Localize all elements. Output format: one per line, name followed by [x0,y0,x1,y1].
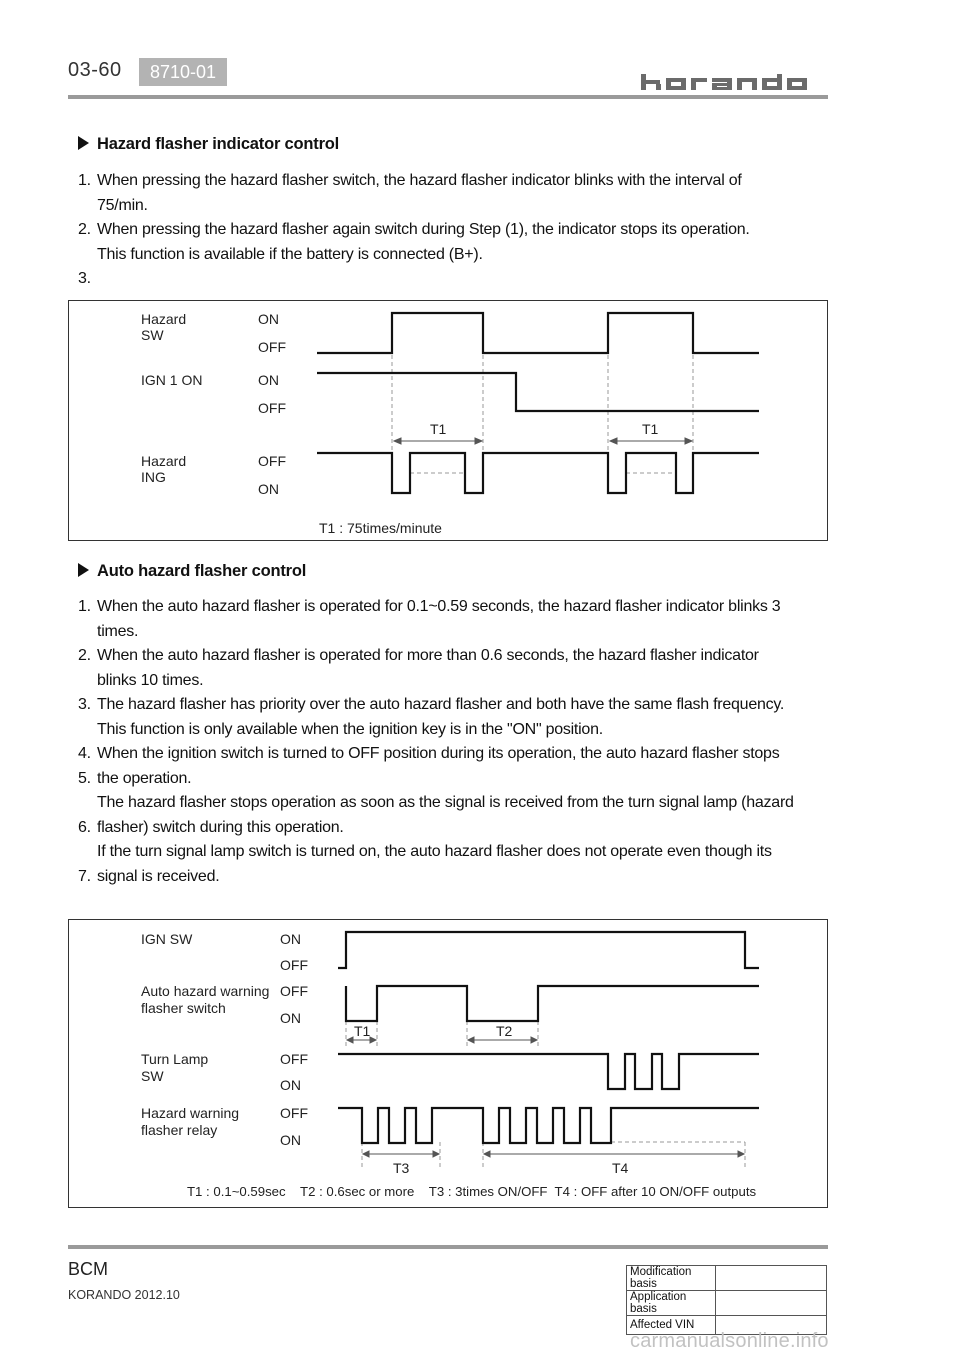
turn-lamp-sw-waveform [338,1054,759,1089]
section-heading-hazard-indicator [78,135,339,154]
state-label: OFF [280,1051,308,1067]
korando-logo [641,72,827,92]
signal-name: IGN SW [141,931,193,947]
state-label: ON [280,1132,301,1148]
list-number: 3. [78,696,91,713]
interval-label: T1 [430,421,447,437]
diagram-caption: T1 : 0.1~0.59sec T2 : 0.6sec or more T3 : 3times ON/OFF T4 : OFF after 10 ON/OFF outputs [187,1184,757,1199]
auto-hazard-switch-waveform [346,986,759,1021]
list-text: blinks 10 times. [97,671,204,689]
state-label: OFF [280,983,308,999]
list-number: 1. [78,172,91,189]
hazard-indicator-timing-diagram [68,300,828,541]
list-text: flasher) switch during this operation. [97,818,344,836]
footer-model: KORANDO 2012.10 [68,1288,180,1302]
list-text: When pressing the hazard flasher again switch during Step (1), the indicator stops its operation. [97,221,750,238]
list-number: 6. [78,818,91,836]
list-text: When pressing the hazard flasher switch, the hazard flasher indicator blinks with the interval of [97,172,742,189]
watermark: carmanualsonline.info [630,1330,829,1352]
ign-sw-waveform [338,932,759,968]
list-text: When the auto hazard flasher is operated for 0.1~0.59 seconds, the hazard flasher indicator blinks 3 [97,598,781,615]
state-label: ON [258,372,279,388]
list-number: 2. [78,221,91,238]
list-number: 2. [78,647,91,664]
waveforms [317,313,759,493]
interval-label: T2 [496,1023,513,1039]
interval-label: T3 [393,1160,410,1176]
state-label: ON [280,1010,301,1026]
interval-label: T1 [642,421,659,437]
section-title: Auto hazard flasher control [97,562,307,580]
section-heading-auto-hazard [78,562,306,581]
section-title: Hazard flasher indicator control [97,135,340,153]
hazard-relay-waveform [338,1108,759,1143]
triangle-bullet-icon [78,136,89,150]
signal-name: Hazard [141,311,187,327]
interval-arrows [394,438,692,444]
signal-name: IGN 1 ON [141,372,203,388]
footer-section-name: BCM [68,1259,108,1279]
table-value [716,1266,827,1291]
modification-table [626,1265,827,1335]
state-label: OFF [258,339,286,355]
table-label: Application basis [627,1291,716,1316]
list-text: the operation. [97,769,192,787]
signal-name: Hazard warning [141,1105,240,1121]
list-number: 4. [78,745,91,762]
list-text: The hazard flasher stops operation as soon as the signal is received from the turn signal lamp (hazard [97,794,794,811]
interval-label: T4 [612,1160,629,1176]
state-label: OFF [280,1105,308,1121]
reference-lines [392,313,693,491]
section-code-badge: 8710-01 [139,58,227,86]
table-value [716,1291,827,1316]
signal-name: Auto hazard warning [141,983,270,999]
list-text: This function is available if the battery is connected (B+). [97,245,483,263]
state-label: ON [258,311,279,327]
list-number: 1. [78,598,91,615]
list-text: If the turn signal lamp switch is turned on, the auto hazard flasher does not operate even though its [97,843,772,860]
list-text: 75/min. [97,196,148,214]
state-label: ON [280,931,301,947]
state-label: ON [258,481,279,497]
table-label: Modification basis [627,1266,716,1291]
list-number: 3. [78,270,91,287]
hazard-sw-waveform [317,313,759,353]
list-text: When the ignition switch is turned to OFF position during its operation, the auto hazard flasher stops [97,745,780,762]
footer-rule [68,1245,828,1249]
signal-name: ING [141,469,166,485]
table-row [627,1291,827,1316]
state-label: OFF [258,400,286,416]
interval-label: T1 [354,1023,371,1039]
list-number: 5. [78,769,91,787]
auto-hazard-timing-diagram [68,919,828,1208]
signal-name: flasher switch [141,1000,226,1016]
signal-name: Hazard [141,453,187,469]
table-row [627,1266,827,1291]
signal-name: SW [141,327,164,343]
timing-diagram-svg [69,920,827,1207]
list-text: When the auto hazard flasher is operated for more than 0.6 seconds, the hazard flasher indicator [97,647,759,664]
signal-name: Turn Lamp [141,1051,209,1067]
page-number: 03-60 [68,59,122,81]
signal-name: SW [141,1068,164,1084]
table-label: Affected VIN [627,1316,716,1335]
state-label: OFF [258,453,286,469]
list-text: signal is received. [97,867,220,885]
header-rule [68,95,828,99]
waveforms [338,932,759,1143]
triangle-bullet-icon [78,563,89,577]
list-text: This function is only available when the ignition key is in the "ON" position. [97,720,603,738]
timing-diagram-svg [69,301,827,540]
list-text: The hazard flasher has priority over the auto hazard flasher and both have the same flash frequency. [97,696,785,713]
hazard-ing-waveform [317,453,759,493]
list-text: times. [97,622,139,640]
state-label: ON [280,1077,301,1093]
state-label: OFF [280,957,308,973]
diagram-caption: T1 : 75times/minute [319,520,442,536]
signal-name: flasher relay [141,1122,218,1138]
list-number: 7. [78,867,91,885]
